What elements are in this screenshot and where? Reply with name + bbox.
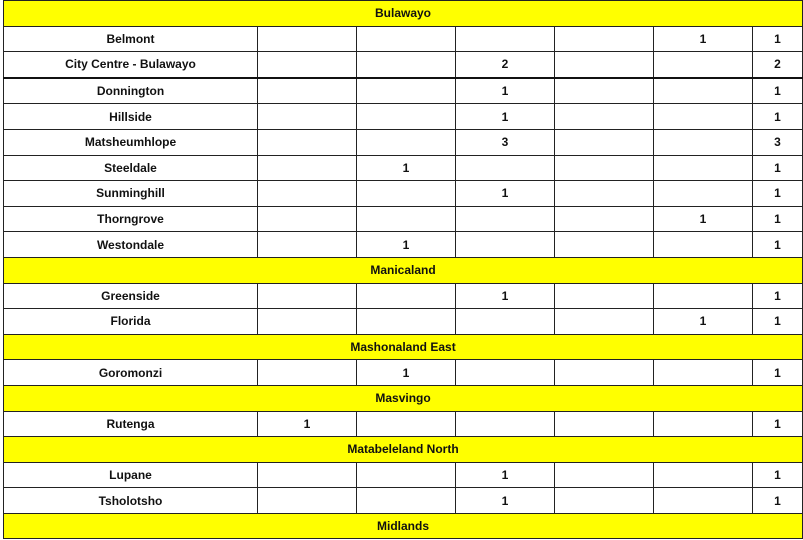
count-cell: 1 <box>357 360 456 386</box>
total-cell: 1 <box>753 360 803 386</box>
table-row <box>4 52 803 78</box>
count-cell <box>654 181 753 207</box>
total-cell: 1 <box>753 181 803 207</box>
count-cell: 1 <box>456 104 555 130</box>
count-cell <box>258 52 357 78</box>
count-cell: 1 <box>654 309 753 335</box>
location-name: Greenside <box>4 283 258 309</box>
count-cell <box>357 488 456 514</box>
count-cell <box>555 26 654 52</box>
total-cell: 1 <box>753 26 803 52</box>
count-cell <box>258 232 357 258</box>
count-cell <box>555 283 654 309</box>
count-cell <box>357 462 456 488</box>
count-cell <box>456 206 555 232</box>
count-cell: 1 <box>456 181 555 207</box>
count-cell: 3 <box>456 129 555 155</box>
count-cell <box>357 206 456 232</box>
count-cell <box>258 283 357 309</box>
count-cell <box>357 309 456 335</box>
location-name: Lupane <box>4 462 258 488</box>
region-locations-table <box>3 0 803 539</box>
table-row <box>4 283 803 309</box>
count-cell: 1 <box>258 411 357 437</box>
count-cell <box>357 52 456 78</box>
count-cell <box>654 104 753 130</box>
count-cell <box>456 26 555 52</box>
count-cell <box>258 462 357 488</box>
count-cell <box>456 155 555 181</box>
location-name: Steeldale <box>4 155 258 181</box>
count-cell <box>654 462 753 488</box>
count-cell <box>654 129 753 155</box>
table-row <box>4 78 803 104</box>
location-name: Westondale <box>4 232 258 258</box>
count-cell <box>555 206 654 232</box>
location-name: Goromonzi <box>4 360 258 386</box>
count-cell <box>357 104 456 130</box>
total-cell: 1 <box>753 309 803 335</box>
count-cell: 1 <box>654 26 753 52</box>
total-cell: 2 <box>753 52 803 78</box>
count-cell: 2 <box>456 52 555 78</box>
count-cell <box>258 181 357 207</box>
count-cell <box>555 104 654 130</box>
count-cell <box>258 360 357 386</box>
location-name: Donnington <box>4 78 258 104</box>
location-name: Hillside <box>4 104 258 130</box>
region-header-row <box>4 437 803 463</box>
count-cell <box>654 78 753 104</box>
count-cell <box>357 129 456 155</box>
count-cell <box>456 232 555 258</box>
table-row <box>4 309 803 335</box>
count-cell <box>555 232 654 258</box>
total-cell: 1 <box>753 283 803 309</box>
count-cell <box>258 104 357 130</box>
table-row <box>4 462 803 488</box>
region-header-row <box>4 385 803 411</box>
count-cell <box>555 129 654 155</box>
count-cell <box>654 52 753 78</box>
table-row <box>4 206 803 232</box>
count-cell <box>555 78 654 104</box>
location-name: Florida <box>4 309 258 335</box>
count-cell <box>357 411 456 437</box>
count-cell: 1 <box>456 462 555 488</box>
region-name: Bulawayo <box>4 1 803 27</box>
count-cell <box>258 129 357 155</box>
total-cell: 1 <box>753 462 803 488</box>
table-row <box>4 232 803 258</box>
region-header-row <box>4 334 803 360</box>
count-cell <box>456 411 555 437</box>
count-cell <box>654 411 753 437</box>
count-cell <box>357 78 456 104</box>
location-name: City Centre - Bulawayo <box>4 52 258 78</box>
location-name: Thorngrove <box>4 206 258 232</box>
total-cell: 1 <box>753 155 803 181</box>
count-cell <box>357 26 456 52</box>
location-name: Matsheumhlope <box>4 129 258 155</box>
count-cell <box>258 488 357 514</box>
location-name: Sunminghill <box>4 181 258 207</box>
count-cell <box>654 155 753 181</box>
count-cell <box>258 26 357 52</box>
count-cell <box>654 360 753 386</box>
table-body <box>4 1 803 539</box>
table-row <box>4 411 803 437</box>
table-row <box>4 26 803 52</box>
region-name: Midlands <box>4 513 803 539</box>
location-name: Belmont <box>4 26 258 52</box>
total-cell: 1 <box>753 488 803 514</box>
table-row <box>4 488 803 514</box>
count-cell <box>555 360 654 386</box>
table-row <box>4 129 803 155</box>
location-name: Tsholotsho <box>4 488 258 514</box>
count-cell <box>555 181 654 207</box>
count-cell <box>654 232 753 258</box>
table-row <box>4 155 803 181</box>
count-cell <box>357 283 456 309</box>
count-cell <box>456 360 555 386</box>
count-cell: 1 <box>357 155 456 181</box>
count-cell: 1 <box>654 206 753 232</box>
count-cell <box>555 411 654 437</box>
region-name: Mashonaland East <box>4 334 803 360</box>
table-row <box>4 104 803 130</box>
count-cell <box>555 155 654 181</box>
table-row <box>4 181 803 207</box>
count-cell <box>555 309 654 335</box>
count-cell <box>357 181 456 207</box>
total-cell: 1 <box>753 206 803 232</box>
count-cell <box>456 309 555 335</box>
location-name: Rutenga <box>4 411 258 437</box>
total-cell: 1 <box>753 78 803 104</box>
count-cell <box>258 206 357 232</box>
region-name: Manicaland <box>4 257 803 283</box>
count-cell: 1 <box>456 283 555 309</box>
count-cell <box>258 78 357 104</box>
count-cell <box>654 488 753 514</box>
region-name: Matabeleland North <box>4 437 803 463</box>
count-cell <box>555 488 654 514</box>
total-cell: 3 <box>753 129 803 155</box>
region-name: Masvingo <box>4 385 803 411</box>
table-row <box>4 360 803 386</box>
total-cell: 1 <box>753 104 803 130</box>
count-cell <box>555 462 654 488</box>
region-header-row <box>4 257 803 283</box>
total-cell: 1 <box>753 411 803 437</box>
count-cell: 1 <box>456 78 555 104</box>
count-cell <box>654 283 753 309</box>
count-cell <box>258 309 357 335</box>
count-cell <box>555 52 654 78</box>
region-header-row <box>4 1 803 27</box>
total-cell: 1 <box>753 232 803 258</box>
count-cell: 1 <box>357 232 456 258</box>
count-cell <box>258 155 357 181</box>
count-cell: 1 <box>456 488 555 514</box>
region-header-row <box>4 513 803 539</box>
